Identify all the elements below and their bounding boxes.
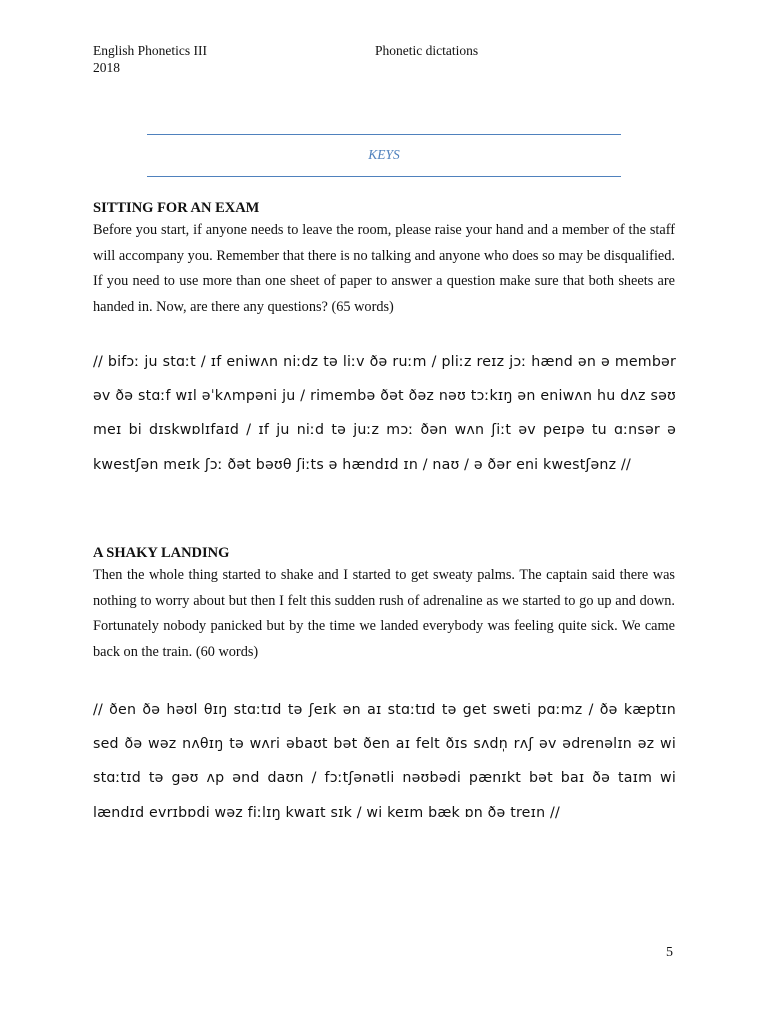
header-section-title: Phonetic dictations bbox=[375, 43, 479, 58]
exercise-2-transcription: // ðen ðə həʊl θɪŋ stɑːtɪd tə ʃeɪk ən aɪ stɑːtɪd tə get sweti pɑːmz / ðə kæptɪn sed ðə wəz nʌθɪŋ tə wʌri əbaʊt bət ðen aɪ felt ðɪs sʌdn̩ rʌʃ əv ədrenəlɪn əz wi stɑːtɪd tə gəʊ ʌp ənd daʊn / fɔːtʃənətli nəʊbədi pænɪkt bət baɪ ðə taɪm wi lændɪd evrɪbɒdi wəz fiːlɪŋ kwaɪt sɪk / wi keɪm bæk ɒn ðə treɪn // bbox=[93, 702, 676, 821]
exercise-2-text: Then the whole thing started to shake and I started to get sweaty palms. The captain said there was nothing to worry about but then I felt this sudden rush of adrenaline as we started to go up and down. Fortunately nobody panicked but by the time we landed everybody was feeling quite sick. We came back on the train. (60 words) bbox=[93, 567, 675, 660]
header-course-info bbox=[93, 42, 207, 76]
keys-title: KEYS bbox=[368, 147, 400, 162]
course-title: English Phonetics III bbox=[93, 43, 207, 58]
exercise-1-transcription: // bifɔː ju stɑːt / ɪf eniwʌn niːdz tə liːv ðə ruːm / pliːz reɪz jɔː hænd ən ə membər əv ðə stɑːf wɪl əˈkʌmpəni ju / rimembə ðət ðəz nəʊ tɔːkɪŋ ən eniwʌn hu dʌz səʊ meɪ bi dɪskwɒlɪfaɪd / ɪf ju niːd tə juːz mɔː ðən wʌn ʃiːt əv peɪpə tu ɑːnsər ə kwestʃən meɪk ʃɔː ðət bəʊθ ʃiːts ə hændɪd ɪn / naʊ / ə ðər eni kwestʃənz // bbox=[93, 354, 676, 473]
exercise-2 bbox=[93, 543, 675, 665]
keys-top-rule bbox=[147, 134, 621, 135]
course-year: 2018 bbox=[93, 60, 120, 75]
page-number: 5 bbox=[666, 945, 673, 960]
exercise-1-title: SITTING FOR AN EXAM bbox=[93, 200, 260, 216]
keys-bottom-rule bbox=[147, 176, 621, 177]
exercise-1-text: Before you start, if anyone needs to leave the room, please raise your hand and a member of the staff will accompany you. Remember that there is no talking and anyone who does so may be disqualified. If you need to use more than one sheet of paper to answer a question make sure that both sheets are handed in. Now, are there any questions? (65 words) bbox=[93, 222, 675, 315]
exercise-1 bbox=[93, 198, 675, 320]
exercise-2-title: A SHAKY LANDING bbox=[93, 545, 230, 561]
